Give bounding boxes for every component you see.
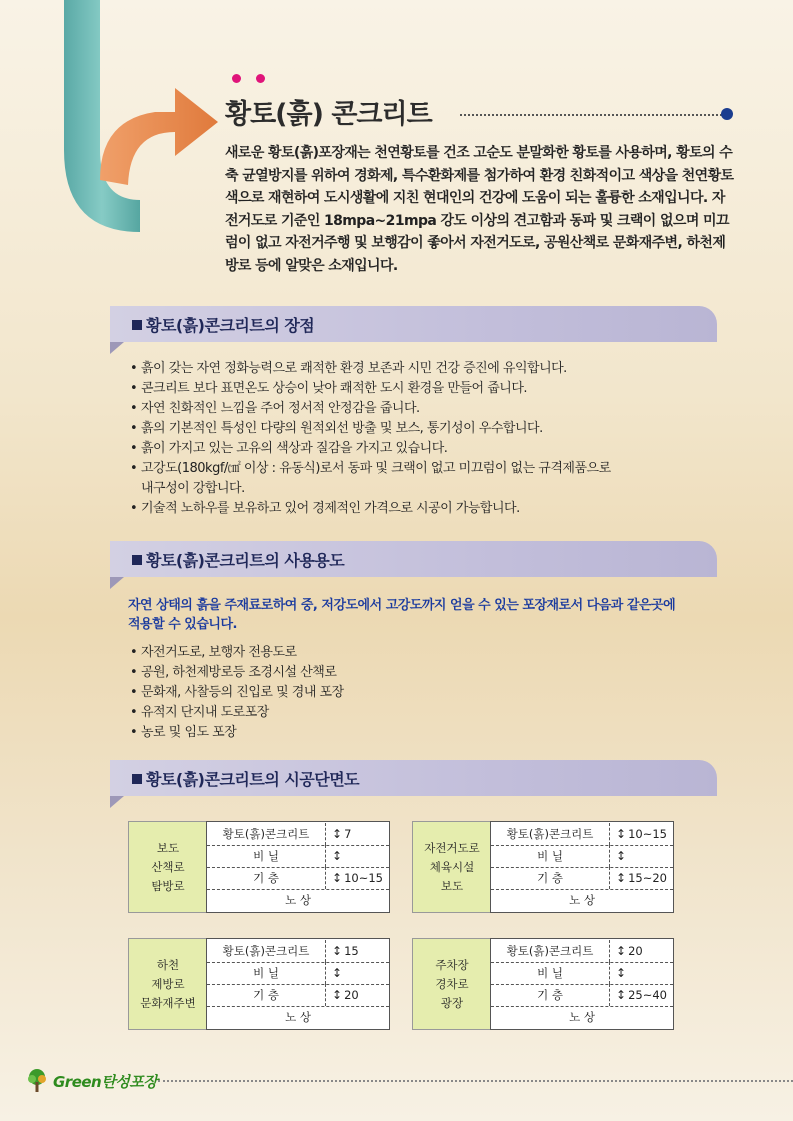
updown-arrow-icon: ↕ — [616, 988, 627, 1002]
list-item: • 흙이 갖는 자연 정화능력으로 쾌적한 환경 보존과 시민 건강 증진에 유익합니다. — [130, 359, 690, 379]
square-bullet-icon — [132, 555, 142, 565]
thickness-value: 25~40 — [628, 988, 667, 1002]
updown-arrow-icon: ↕ — [332, 871, 343, 885]
layer-label: 기 층 — [491, 867, 610, 889]
layer-thickness — [610, 984, 672, 1006]
advantages-list — [130, 359, 690, 519]
layer-thickness — [610, 940, 672, 962]
layer-label: 기 층 — [207, 984, 326, 1006]
updown-arrow-icon: ↕ — [616, 966, 627, 980]
layer-row — [207, 845, 389, 868]
category-label: 보도 — [156, 840, 180, 855]
list-item-text-cont: 내구성이 강합니다. — [141, 481, 245, 496]
pipe-arrow-icon — [0, 0, 240, 240]
layer-label: 비 닐 — [491, 845, 610, 867]
list-item: • 흙이 가지고 있는 고유의 색상과 질감을 가지고 있습니다. — [130, 439, 690, 459]
list-item-text: 고강도(180kgf/㎠ 이상 : 유동식)로서 동파 및 크랙이 없고 미끄럼이 없는 규격제품으로 — [141, 461, 611, 476]
layer-thickness — [326, 845, 388, 867]
layer-row — [491, 867, 673, 890]
list-item: • 공원, 하천제방로등 조경시설 산책로 — [130, 663, 530, 683]
category-label: 보도 — [440, 878, 464, 893]
title-end-dot-icon — [721, 108, 733, 120]
list-item: • 농로 및 임도 포장 — [130, 723, 530, 743]
layer-grid — [206, 938, 390, 1030]
category-label: 하천 — [156, 957, 180, 972]
thickness-value: 20 — [628, 944, 643, 958]
list-item: • 자전거도로, 보행자 전용도로 — [130, 643, 530, 663]
logo-text: Green탄성포장 — [53, 1072, 158, 1091]
layer-row — [491, 962, 673, 985]
layer-thickness — [610, 962, 672, 984]
layer-grid — [206, 821, 390, 913]
section-title: 황토(흙)콘크리트의 시공단면도 — [146, 770, 360, 789]
layer-thickness — [610, 823, 672, 845]
layer-label: 황토(흙)콘크리트 — [207, 823, 326, 845]
list-item: • 문화재, 사찰등의 진입로 및 경내 포장 — [130, 683, 530, 703]
pink-dot-icon — [256, 74, 265, 83]
layer-label: 황토(흙)콘크리트 — [491, 940, 610, 962]
layer-row — [207, 940, 389, 963]
thickness-value: 15~20 — [628, 871, 667, 885]
usage-list — [130, 643, 530, 743]
category-label: 제방로 — [151, 976, 185, 991]
cross-section-table — [412, 938, 674, 1030]
company-logo — [24, 1068, 157, 1094]
layer-thickness — [326, 940, 388, 962]
thickness-value: 10~15 — [344, 871, 383, 885]
layer-thickness — [610, 867, 672, 889]
section-title: 황토(흙)콘크리트의 장점 — [146, 316, 315, 335]
layer-thickness — [326, 984, 388, 1006]
layer-thickness — [326, 867, 388, 889]
category-label: 자전거도로 — [424, 840, 480, 855]
category-label: 문화재주변 — [140, 995, 196, 1010]
table-category — [128, 821, 208, 913]
thickness-value: 7 — [344, 827, 352, 841]
layer-row — [207, 823, 389, 846]
page-title: 황토(흙) 콘크리트 — [225, 99, 432, 130]
thickness-value: 20 — [344, 988, 359, 1002]
square-bullet-icon — [132, 774, 142, 784]
title-divider — [460, 114, 722, 116]
subgrade-label: 노 상 — [569, 1010, 595, 1024]
category-label: 경차로 — [435, 976, 469, 991]
table-category — [128, 938, 208, 1030]
footer-divider — [158, 1080, 793, 1082]
list-item — [130, 459, 690, 499]
pink-dot-icon — [232, 74, 241, 83]
layer-row — [207, 984, 389, 1007]
updown-arrow-icon: ↕ — [332, 849, 343, 863]
cross-section-table — [128, 938, 390, 1030]
category-label: 주차장 — [435, 957, 469, 972]
layer-thickness — [326, 962, 388, 984]
layer-label: 기 층 — [491, 984, 610, 1006]
layer-row — [491, 823, 673, 846]
category-label: 체육시설 — [429, 859, 475, 874]
section-title: 황토(흙)콘크리트의 사용용도 — [146, 551, 345, 570]
layer-label: 기 층 — [207, 867, 326, 889]
intro-paragraph: 새로운 황토(흙)포장재는 천연황토를 건조 고순도 분말화한 황토를 사용하며, 황토의 수축 균열방지를 위하여 경화제, 특수환화제를 첨가하여 환경 친화적이고 색상을 천연황토색으로 재현하여 도시생활에 지친 현대인의 건강에 도움이 되는 훌륭한 소재입니다. 자전거도로 기준인 18mpa~21mpa 강도 이상의 견고함과 동파 및 크랙이 없으며 미끄럼이 없고 자전거주행 및 보행감이 좋아서 자전거도로, 공원산책로 문화재주변, 하천제방로 등에 알맞은 소재입니다. — [225, 145, 734, 274]
layer-row — [491, 984, 673, 1007]
layer-label: 황토(흙)콘크리트 — [207, 940, 326, 962]
list-item: • 콘크리트 보다 표면온도 상승이 낮아 쾌적한 도시 환경을 만들어 줍니다. — [130, 379, 690, 399]
category-label: 탐방로 — [151, 878, 185, 893]
category-label: 산책로 — [151, 859, 185, 874]
section-header-advantages — [110, 306, 717, 342]
layer-label: 황토(흙)콘크리트 — [491, 823, 610, 845]
updown-arrow-icon: ↕ — [332, 827, 343, 841]
list-item: • 유적지 단지내 도로포장 — [130, 703, 530, 723]
section-header-usage — [110, 541, 717, 577]
updown-arrow-icon: ↕ — [616, 827, 627, 841]
subgrade-label: 노 상 — [569, 893, 595, 907]
thickness-value: 15 — [344, 944, 359, 958]
layer-label: 비 닐 — [207, 845, 326, 867]
category-label: 광장 — [440, 995, 464, 1010]
table-category — [412, 821, 492, 913]
thickness-value: 10~15 — [628, 827, 667, 841]
layer-thickness — [326, 823, 388, 845]
subgrade-label: 노 상 — [285, 893, 311, 907]
layer-row — [207, 867, 389, 890]
layer-grid — [490, 821, 674, 913]
table-category — [412, 938, 492, 1030]
subgrade-label: 노 상 — [285, 1010, 311, 1024]
list-item: • 흙의 기본적인 특성인 다량의 원적외선 방출 및 보스, 통기성이 우수합니다. — [130, 419, 690, 439]
cross-section-table — [128, 821, 390, 913]
updown-arrow-icon: ↕ — [616, 871, 627, 885]
list-item: • 자연 친화적인 느낌을 주어 정서적 안정감을 줍니다. — [130, 399, 690, 419]
updown-arrow-icon: ↕ — [332, 944, 343, 958]
layer-label: 비 닐 — [491, 962, 610, 984]
updown-arrow-icon: ↕ — [616, 944, 627, 958]
layer-row — [207, 962, 389, 985]
usage-intro: 자연 상태의 흙을 주재료로하여 중, 저강도에서 고강도까지 얻을 수 있는 포장재로서 다음과 같은곳에 적용할 수 있습니다. — [128, 598, 676, 632]
layer-label: 비 닐 — [207, 962, 326, 984]
cross-section-table — [412, 821, 674, 913]
layer-row — [491, 940, 673, 963]
layer-row — [491, 845, 673, 868]
list-item: • 기술적 노하우를 보유하고 있어 경제적인 가격으로 시공이 가능합니다. — [130, 499, 690, 519]
tree-logo-icon — [24, 1068, 50, 1094]
updown-arrow-icon: ↕ — [332, 988, 343, 1002]
updown-arrow-icon: ↕ — [616, 849, 627, 863]
layer-grid — [490, 938, 674, 1030]
section-header-cross-section — [110, 760, 717, 796]
updown-arrow-icon: ↕ — [332, 966, 343, 980]
square-bullet-icon — [132, 320, 142, 330]
layer-thickness — [610, 845, 672, 867]
